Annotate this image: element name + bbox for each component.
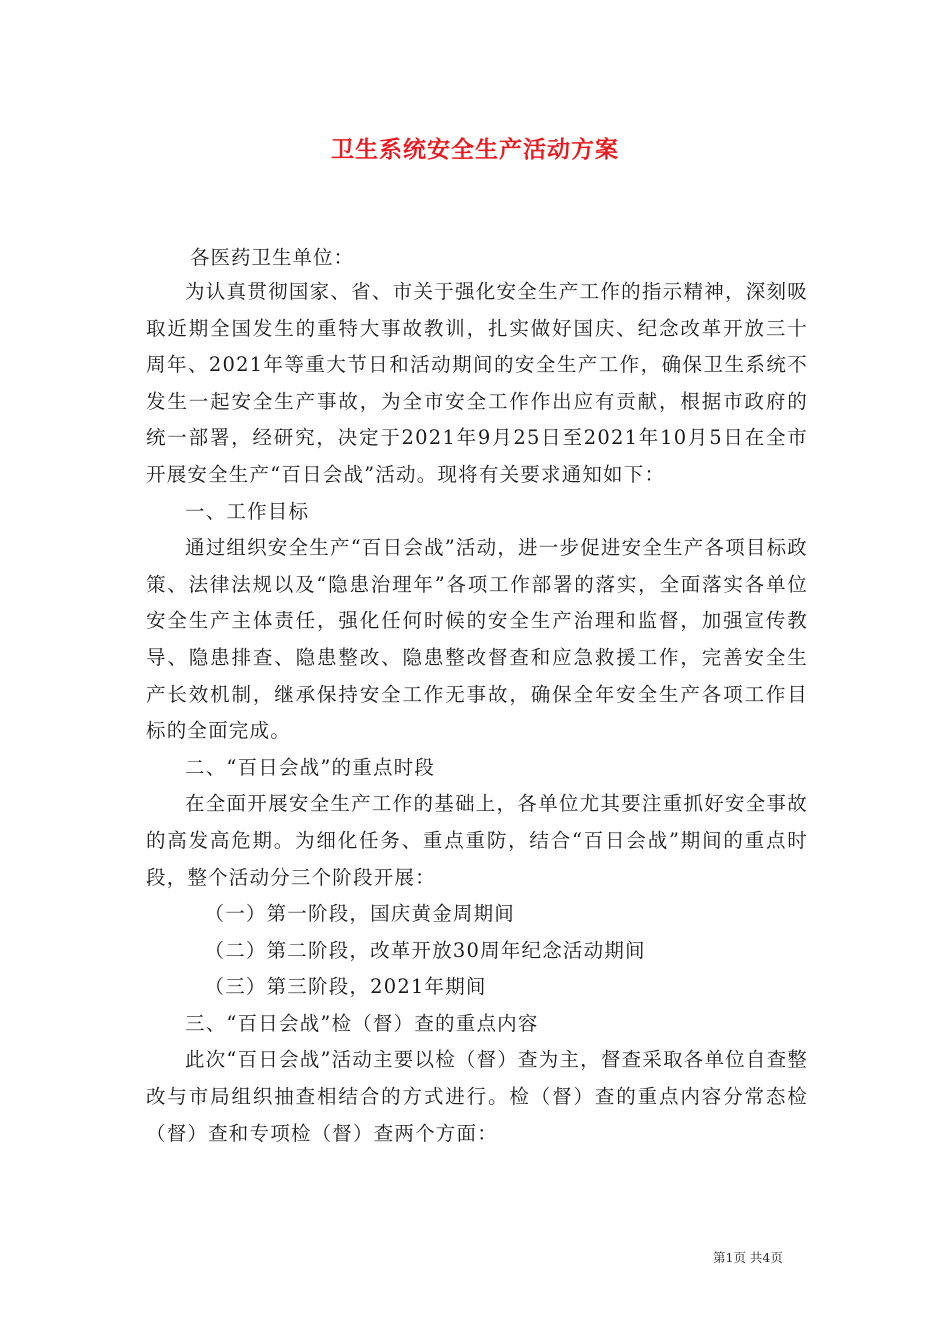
stage-one-item: （一）第一阶段，国庆黄金周期间	[204, 902, 516, 926]
section-heading-key-periods: 二、“百日会战”的重点时段	[185, 755, 436, 779]
page-number-indicator: 第1页 共4页	[713, 1250, 783, 1265]
salutation: 各医药卫生单位：	[190, 246, 355, 269]
page-title: 卫生系统安全生产活动方案	[331, 136, 619, 163]
section-heading-work-goals: 一、工作目标	[185, 499, 310, 523]
document-body	[146, 274, 808, 1152]
work-goals-paragraph: 通过组织安全生产“百日会战”活动，进一步促进安全生产各项目标政策、法律法规以及“隐患治理年”各项工作部署的落实，全面落实各单位安全生产主体责任，强化任何时候的安全生产治理和监督，加强宣传教导、隐患排查、隐患整改、隐患整改督查和应急救援工作，完善安全生产长效机制，继承保持安全工作无事故，确保全年安全生产各项工作目标的全面完成。	[146, 536, 808, 743]
stage-three-item: （三）第三阶段，2021年期间	[204, 975, 487, 999]
section-heading-inspection-content: 三、“百日会战”检（督）查的重点内容	[185, 1011, 539, 1035]
key-periods-paragraph: 在全面开展安全生产工作的基础上，各单位尤其要注重抓好安全事故的高发高危期。为细化任务、重点重防，结合“百日会战”期间的重点时段，整个活动分三个阶段开展：	[146, 792, 808, 889]
stage-two-item: （二）第二阶段，改革开放30周年纪念活动期间	[204, 938, 646, 962]
inspection-paragraph: 此次“百日会战”活动主要以检（督）查为主，督查采取各单位自查整改与市局组织抽查相结合的方式进行。检（督）查的重点内容分常态检（督）查和专项检（督）查两个方面：	[146, 1048, 808, 1145]
intro-paragraph: 为认真贯彻国家、省、市关于强化安全生产工作的指示精神，深刻吸取近期全国发生的重特大事故教训，扎实做好国庆、纪念改革开放三十周年、2021年等重大节日和活动期间的安全生产工作，确保卫生系统不发生一起安全生产事故，为全市安全工作作出应有贡献，根据市政府的统一部署，经研究，决定于2021年9月25日至2021年10月5日在全市开展安全生产“百日会战”活动。现将有关要求通知如下：	[146, 280, 808, 486]
